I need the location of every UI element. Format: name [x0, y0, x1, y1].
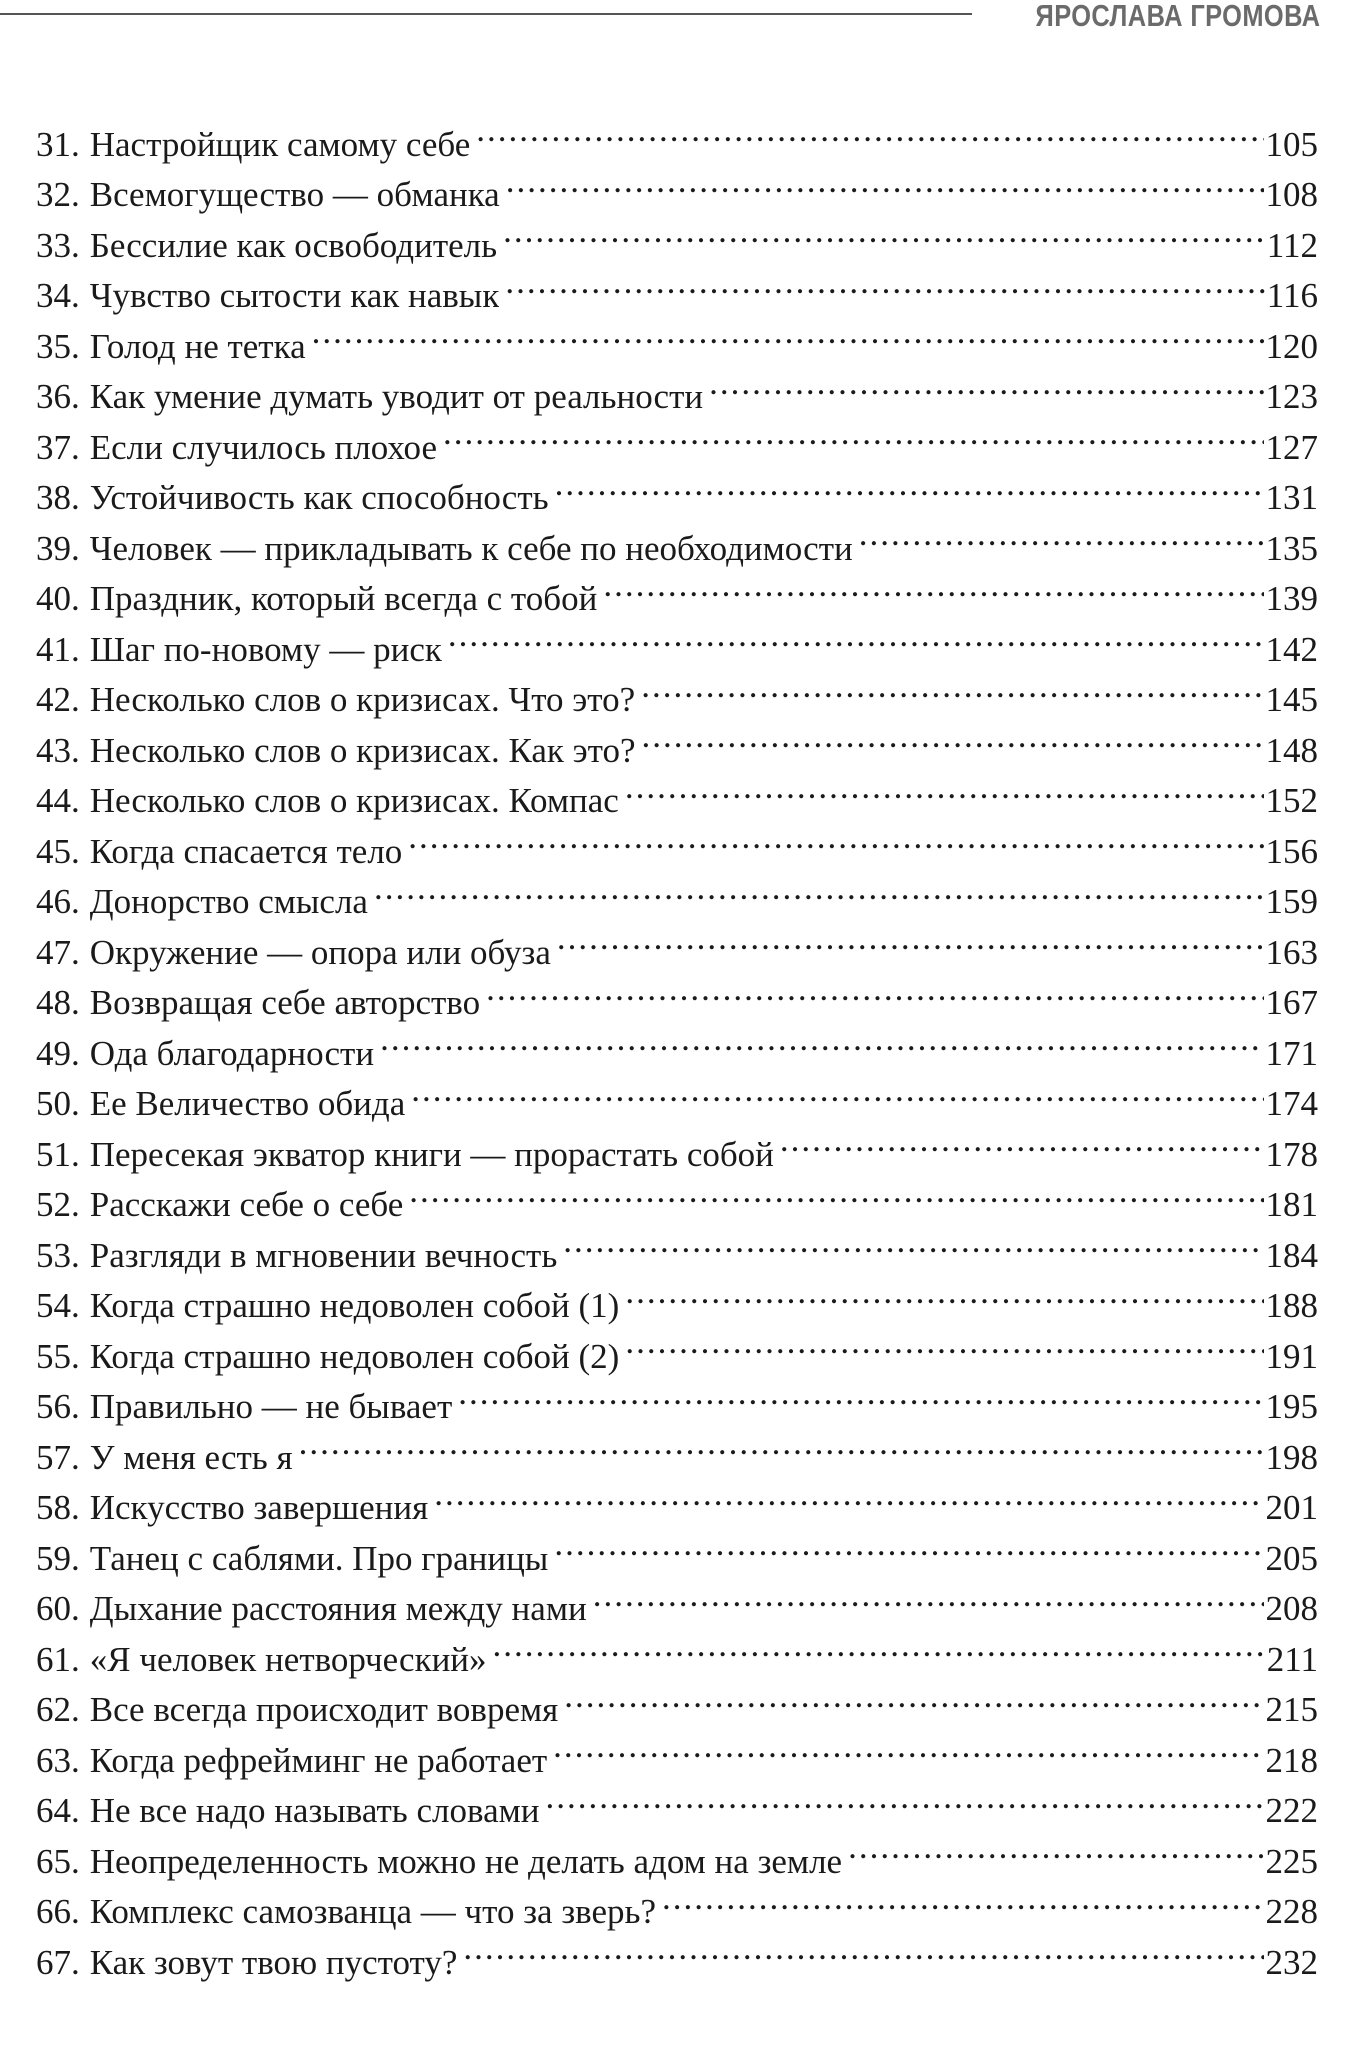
table-of-contents — [36, 105, 1318, 1982]
toc-entry-title: Когда рефрейминг не работает — [89, 1740, 548, 1780]
toc-entry-title: Шаг по-новому — риск — [89, 629, 442, 669]
toc-entry-title: У меня есть я — [89, 1437, 293, 1477]
toc-entry-title: Дыхание расстояния между нами — [89, 1589, 587, 1628]
toc-dot-leader — [625, 1317, 1263, 1368]
toc-dot-leader — [505, 257, 1264, 308]
toc-entry-title: Расскажи себе о себе — [89, 1185, 404, 1224]
toc-entry-number: 50. — [36, 1084, 80, 1123]
toc-entry-number: 37. — [36, 427, 80, 467]
toc-entry-page: 123 — [1265, 377, 1318, 416]
toc-entry-number: 34. — [36, 276, 80, 315]
toc-entry-title: Несколько слов о кризисах. Компас — [89, 781, 619, 820]
toc-dot-leader — [374, 863, 1264, 914]
toc-entry-number: 65. — [36, 1841, 80, 1881]
toc-dot-leader — [555, 459, 1264, 510]
toc-entry-number: 59. — [36, 1538, 80, 1578]
toc-entry-page: 159 — [1265, 882, 1318, 921]
toc-dot-leader — [408, 812, 1263, 863]
toc-entry-number: 58. — [36, 1488, 80, 1527]
toc-entry-page: 142 — [1265, 629, 1318, 669]
toc-entry-title: Комплекс самозванца — что за зверь? — [89, 1892, 657, 1931]
toc-entry-page: 167 — [1265, 983, 1318, 1022]
toc-entry-number: 52. — [36, 1185, 80, 1224]
toc-entry-number: 64. — [36, 1791, 80, 1830]
toc-dot-leader — [443, 408, 1264, 459]
toc-entry-number: 61. — [36, 1639, 80, 1679]
toc-entry-page: 171 — [1265, 1033, 1318, 1073]
toc-entry-page: 108 — [1265, 175, 1318, 214]
toc-dot-leader — [463, 1923, 1263, 1974]
toc-entry-page: 174 — [1265, 1084, 1318, 1123]
toc-dot-leader — [709, 358, 1263, 409]
toc-entry-title: Устойчивость как способность — [89, 478, 549, 517]
toc-entry-title: Правильно — не бывает — [89, 1387, 453, 1426]
toc-entry-number: 35. — [36, 326, 80, 366]
toc-entry-title: Пересекая экватор книги — прорастать собой — [89, 1134, 774, 1174]
toc-entry-title: «Я человек нетворческий» — [89, 1639, 487, 1679]
toc-entry-page: 211 — [1266, 1639, 1318, 1679]
toc-entry-number: 41. — [36, 629, 80, 669]
toc-entry-page: 232 — [1265, 1942, 1318, 1982]
toc-entry-number: 53. — [36, 1235, 80, 1275]
toc-dot-leader — [411, 1065, 1263, 1116]
toc-dot-leader — [506, 156, 1264, 207]
toc-entry-title: Праздник, который всегда с тобой — [89, 579, 598, 618]
toc-entry-page: 228 — [1265, 1892, 1318, 1931]
toc-entry-page: 191 — [1265, 1336, 1318, 1376]
toc-entry-number: 44. — [36, 781, 80, 820]
toc-dot-leader — [848, 1822, 1263, 1873]
toc-entry-page: 178 — [1265, 1134, 1318, 1174]
toc-dot-leader — [625, 762, 1264, 813]
toc-entry-title: Как умение думать уводит от реальности — [89, 377, 704, 416]
toc-dot-leader — [380, 1014, 1263, 1065]
toc-dot-leader — [553, 1721, 1263, 1772]
toc-entry-number: 48. — [36, 983, 80, 1022]
toc-entry-number: 40. — [36, 579, 80, 618]
toc-entry-number: 36. — [36, 377, 80, 416]
toc-dot-leader — [557, 913, 1264, 964]
toc-entry-title: Все всегда происходит вовремя — [89, 1690, 559, 1729]
toc-entry-title: Искусство завершения — [89, 1488, 429, 1527]
toc-entry-title: Ода благодарности — [89, 1033, 375, 1073]
toc-entry-number: 57. — [36, 1437, 80, 1477]
toc-dot-leader — [434, 1469, 1263, 1520]
toc-dot-leader — [563, 1216, 1263, 1267]
toc-entry-page: 218 — [1265, 1740, 1318, 1780]
toc-entry-title: Когда страшно недоволен собой (2) — [89, 1336, 620, 1376]
toc-dot-leader — [859, 509, 1264, 560]
toc-entry-page: 208 — [1265, 1589, 1318, 1628]
toc-entry-title: Бессилие как освободитель — [89, 225, 498, 265]
toc-entry-number: 38. — [36, 478, 80, 517]
toc-dot-leader — [554, 1519, 1263, 1570]
toc-entry-number: 47. — [36, 932, 80, 972]
toc-entry-page: 188 — [1265, 1286, 1318, 1325]
toc-entry-title: Всемогущество — обманка — [89, 175, 500, 214]
toc-entry-title: Донорство смысла — [89, 882, 368, 921]
toc-entry-page: 127 — [1265, 427, 1318, 467]
toc-entry-number: 66. — [36, 1892, 80, 1931]
toc-dot-leader — [458, 1368, 1263, 1419]
toc-dot-leader — [625, 1267, 1263, 1318]
toc-entry-title: Голод не тетка — [89, 326, 306, 366]
toc-entry-page: 139 — [1265, 579, 1318, 618]
toc-entry-page: 201 — [1265, 1488, 1318, 1527]
toc-entry-number: 43. — [36, 730, 80, 770]
toc-dot-leader — [662, 1873, 1263, 1924]
toc-dot-leader — [409, 1166, 1263, 1217]
toc-entry-number: 51. — [36, 1134, 80, 1174]
toc-entry-page: 105 — [1265, 124, 1318, 164]
toc-entry-page: 163 — [1265, 932, 1318, 972]
toc-entry-title: Окружение — опора или обуза — [89, 932, 551, 972]
toc-entry-page: 205 — [1265, 1538, 1318, 1578]
toc-entry-title: Как зовут твою пустоту? — [89, 1942, 458, 1982]
toc-dot-leader — [546, 1772, 1264, 1823]
toc-entry-title: Разгляди в мгновении вечность — [89, 1235, 558, 1275]
toc-entry-page: 135 — [1265, 528, 1318, 568]
toc-dot-leader — [603, 560, 1263, 611]
toc-entry-page: 198 — [1265, 1437, 1318, 1477]
running-header — [0, 0, 1346, 40]
toc-entry-title: Несколько слов о кризисах. Что это? — [89, 680, 636, 719]
toc-dot-leader — [476, 105, 1263, 156]
toc-entry-number: 63. — [36, 1740, 80, 1780]
toc-entry-number: 31. — [36, 124, 80, 164]
toc-entry-title: Возвращая себе авторство — [89, 983, 481, 1022]
toc-dot-leader — [641, 661, 1263, 712]
toc-entry-page: 184 — [1265, 1235, 1318, 1275]
toc-entry-number: 62. — [36, 1690, 80, 1729]
toc-entry-title: Танец с саблями. Про границы — [89, 1538, 549, 1578]
toc-dot-leader — [299, 1418, 1264, 1469]
toc-entry-title: Настройщик самому себе — [89, 124, 471, 164]
toc-dot-leader — [593, 1570, 1264, 1621]
toc-dot-leader — [486, 964, 1263, 1015]
toc-entry-page: 131 — [1265, 478, 1318, 517]
toc-entry-page: 225 — [1265, 1841, 1318, 1881]
toc-entry-title: Не все надо называть словами — [89, 1791, 540, 1830]
toc-entry-number: 56. — [36, 1387, 80, 1426]
toc-entry-page: 116 — [1266, 276, 1318, 315]
toc-entry-page: 215 — [1265, 1690, 1318, 1729]
toc-entry-title: Если случилось плохое — [89, 427, 437, 467]
toc-entry-page: 148 — [1265, 730, 1318, 770]
toc-dot-leader — [493, 1620, 1265, 1671]
toc-entry-number: 39. — [36, 528, 80, 568]
toc-dot-leader — [448, 610, 1264, 661]
toc-dot-leader — [503, 206, 1265, 257]
toc-entry-page: 120 — [1265, 326, 1318, 366]
toc-entry-number: 42. — [36, 680, 80, 719]
toc-entry-page: 152 — [1265, 781, 1318, 820]
toc-entry-number: 55. — [36, 1336, 80, 1376]
toc-entry-title: Неопределенность можно не делать адом на земле — [89, 1841, 843, 1881]
toc-entry-title: Чувство сытости как навык — [89, 276, 500, 315]
toc-dot-leader — [312, 307, 1264, 358]
header-rule — [0, 13, 972, 15]
author-name: ЯРОСЛАВА ГРОМОВА — [1035, 0, 1320, 33]
toc-entry-number: 45. — [36, 831, 80, 871]
toc-entry-title: Когда страшно недоволен собой (1) — [89, 1286, 620, 1325]
toc-entry-page: 112 — [1266, 225, 1318, 265]
toc-entry-title: Когда спасается тело — [89, 831, 403, 871]
toc-entry-page: 156 — [1265, 831, 1318, 871]
toc-entry-page: 181 — [1265, 1185, 1318, 1224]
toc-entry-title: Ее Величество обида — [89, 1084, 406, 1123]
toc-entry-number: 49. — [36, 1033, 80, 1073]
toc-dot-leader — [780, 1115, 1264, 1166]
toc-entry-page: 145 — [1265, 680, 1318, 719]
toc-entry-title: Несколько слов о кризисах. Как это? — [89, 730, 636, 770]
toc-entry-page: 222 — [1265, 1791, 1318, 1830]
toc-entry-number: 60. — [36, 1589, 80, 1628]
toc-entry-number: 32. — [36, 175, 80, 214]
toc-dot-leader — [564, 1671, 1263, 1722]
toc-entry-number: 33. — [36, 225, 80, 265]
toc-entry[interactable] — [36, 105, 1318, 164]
toc-entry-number: 46. — [36, 882, 80, 921]
toc-entry-number: 54. — [36, 1286, 80, 1325]
toc-entry-number: 67. — [36, 1942, 80, 1982]
toc-entry-page: 195 — [1265, 1387, 1318, 1426]
toc-dot-leader — [642, 711, 1264, 762]
toc-entry-title: Человек — прикладывать к себе по необходимости — [89, 528, 853, 568]
